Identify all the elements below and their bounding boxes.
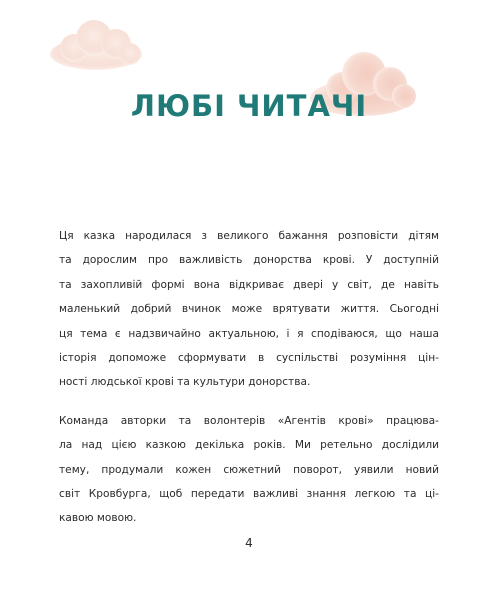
cloud-decoration-left [44, 14, 148, 74]
paragraph-2 [59, 409, 439, 531]
text-line: тему, продумали кожен сюжетний поворот, уявили новий [59, 463, 439, 476]
text-line: Команда авторки та волонтерів «Агентів крові» працюва- [59, 414, 439, 427]
text-line: та дорослим про важливість донорства крові. У доступній [59, 254, 439, 267]
page-number: 4 [245, 536, 253, 550]
text-line: історія допоможе сформувати в суспільстві розуміння цін- [59, 351, 439, 364]
body-text [59, 224, 439, 531]
paragraph-1 [59, 224, 439, 395]
text-line: ла над цією казкою декілька років. Ми ретельно дослідили [59, 439, 439, 452]
text-line: ності людської крові та культури донорства. [59, 376, 311, 389]
text-line: та захопливій формі вона відкриває двері у світ, де навіть [59, 278, 439, 291]
text-line: маленький добрий вчинок може врятувати життя. Сьогодні [59, 303, 439, 316]
text-line: кавою мовою. [59, 512, 137, 525]
text-line: Ця казка народилася з великого бажання розповісти дітям [59, 230, 439, 242]
text-line: ця тема є надзвичайно актуальною, і я сподіваюся, що наша [59, 327, 439, 340]
text-line: світ Кровбурга, щоб передати важливі знання легкою та ці- [59, 487, 439, 500]
page-title: ЛЮБІ ЧИТАЧІ [130, 89, 368, 123]
